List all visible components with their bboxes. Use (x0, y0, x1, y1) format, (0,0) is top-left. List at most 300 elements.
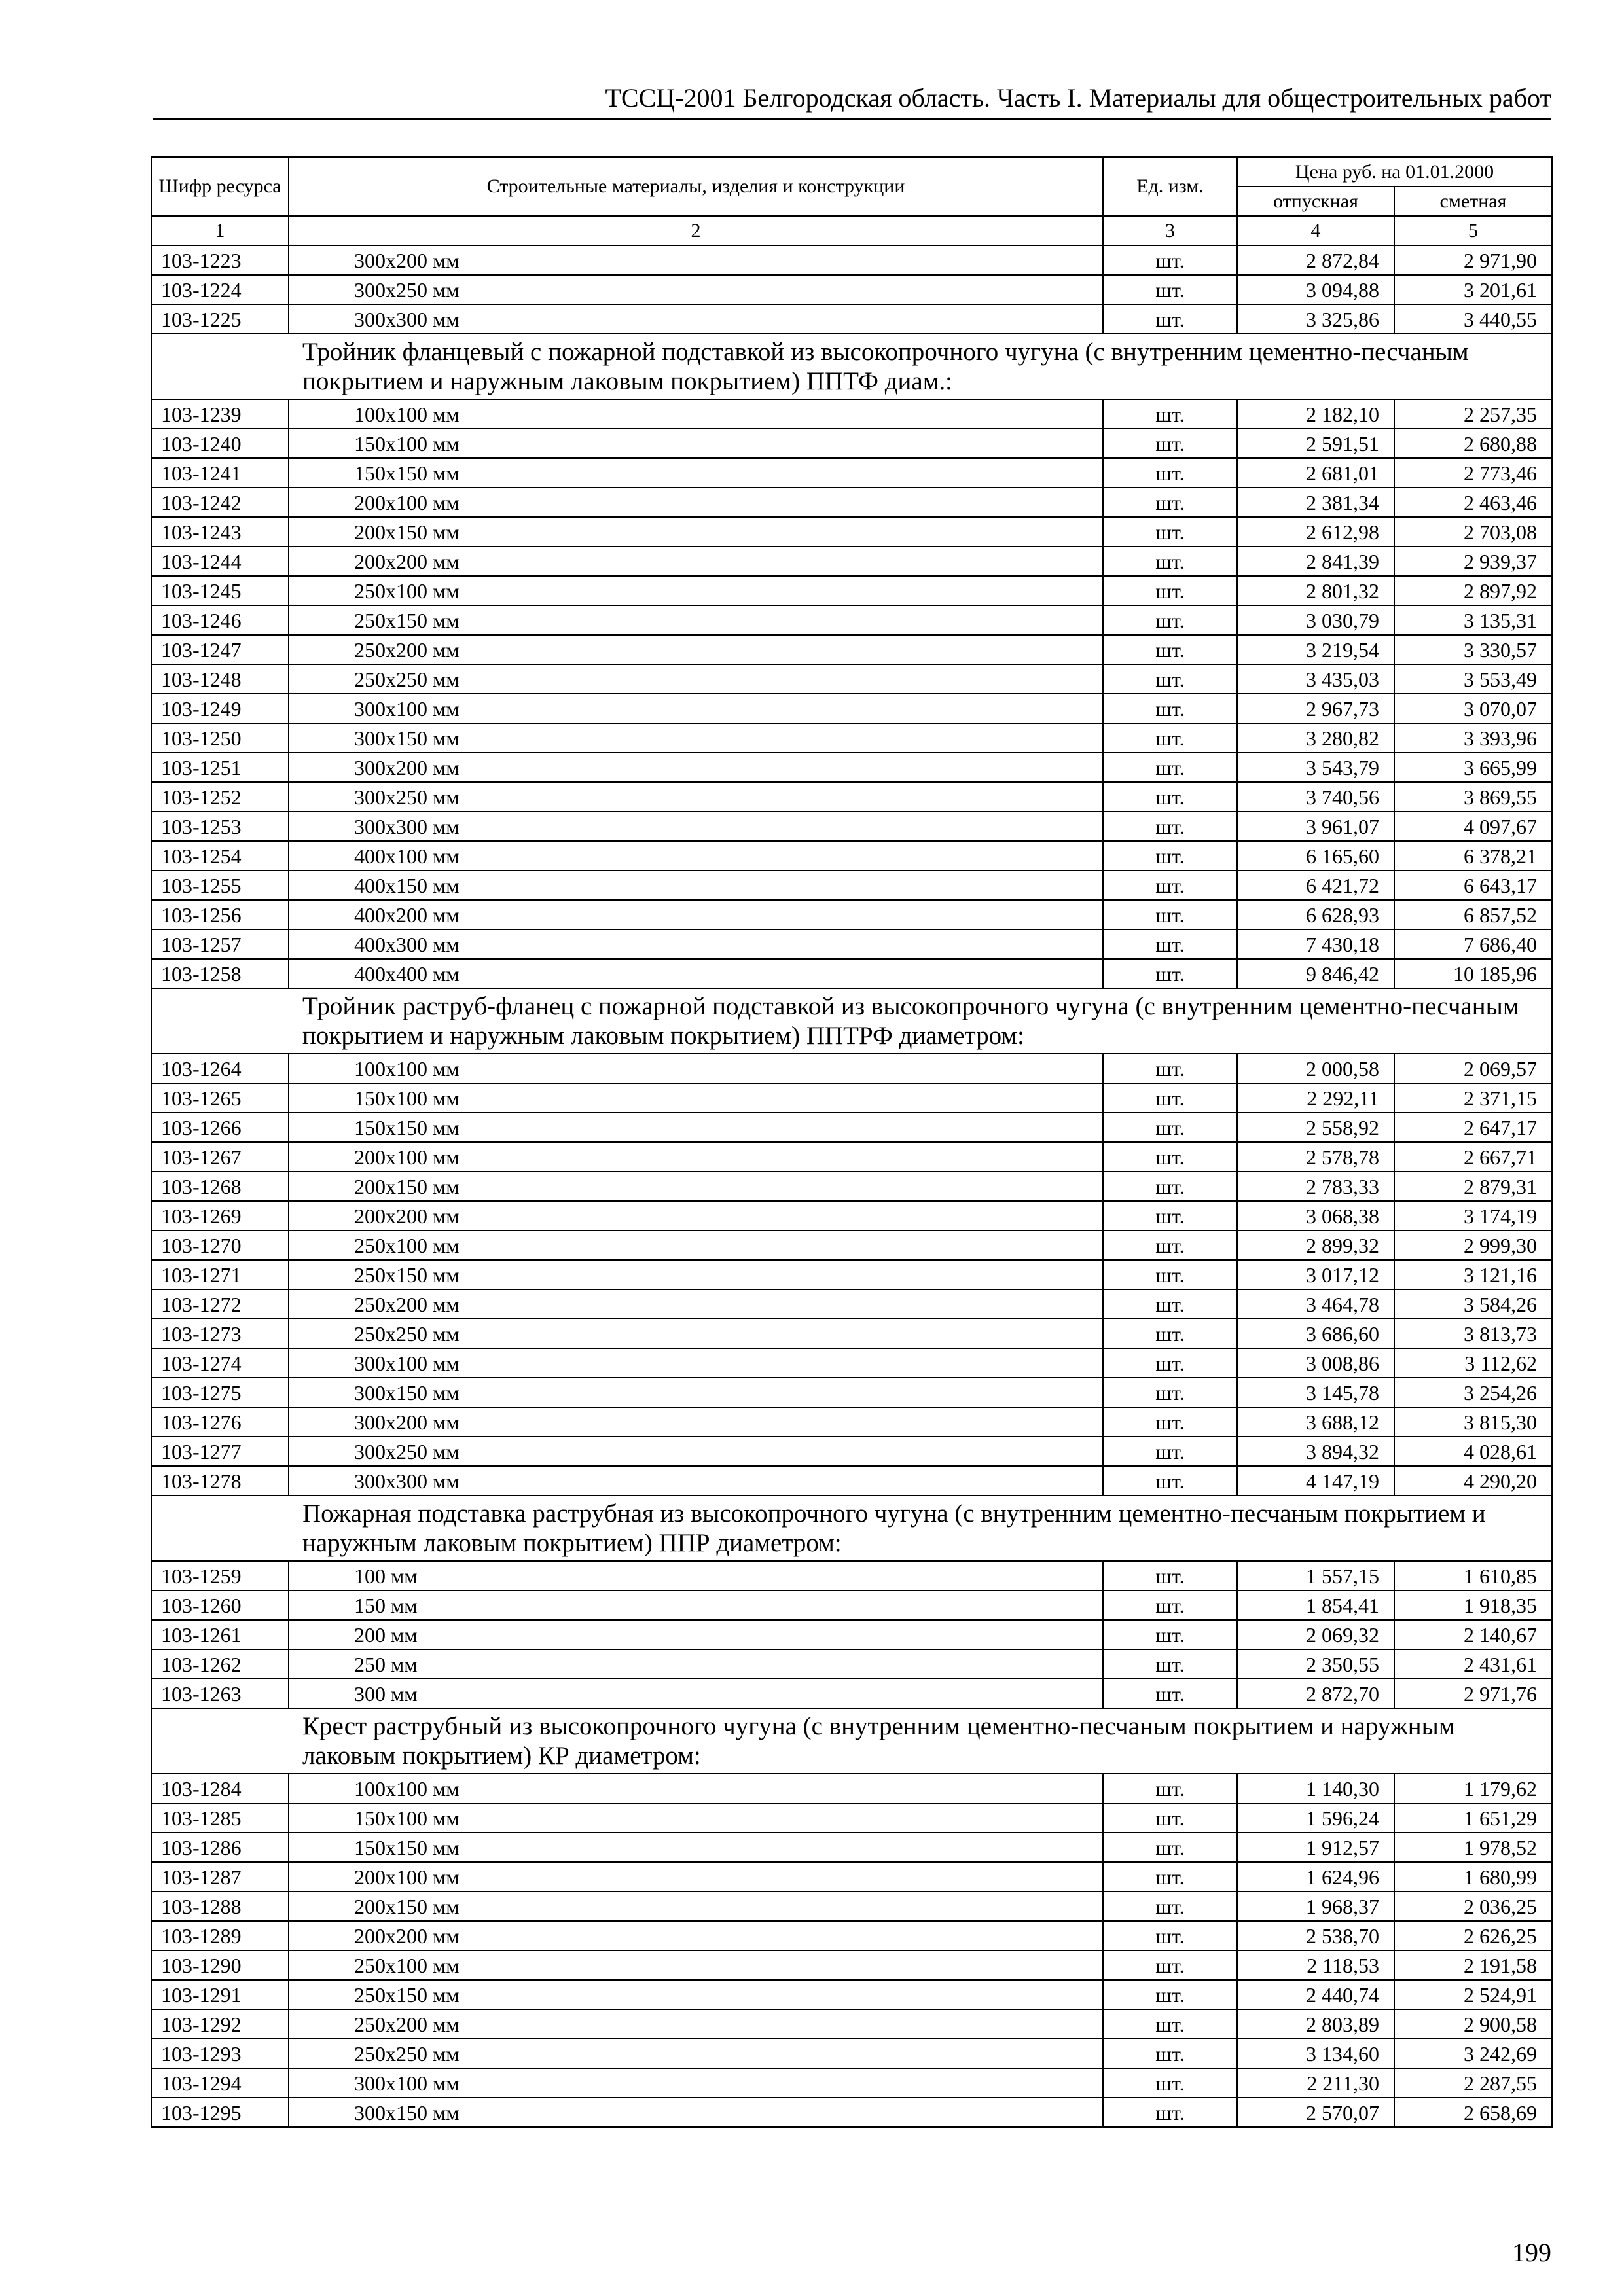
resource-code: 103-1262 (151, 1649, 289, 1679)
material-name: 250х150 мм (289, 1980, 1103, 2009)
unit: шт. (1103, 399, 1237, 429)
material-name: 250х250 мм (289, 1319, 1103, 1348)
section-title: Тройник раструб-фланец с пожарной подставкой из высокопрочного чугуна (с внутренним цементно-песчаным покрытием и наружным лаковым покрытием) ППТРФ диаметром: (151, 988, 1552, 1054)
unit: шт. (1103, 664, 1237, 694)
table-row (151, 1201, 1552, 1230)
material-name: 100х100 мм (289, 399, 1103, 429)
section-row (151, 334, 1552, 399)
resource-code: 103-1291 (151, 1980, 289, 2009)
unit: шт. (1103, 1054, 1237, 1083)
unit: шт. (1103, 1649, 1237, 1679)
material-name: 250х200 мм (289, 1289, 1103, 1319)
material-name: 150х100 мм (289, 429, 1103, 458)
estimate-price: 3 813,73 (1394, 1319, 1552, 1348)
resource-code: 103-1284 (151, 1774, 289, 1803)
material-name: 200х100 мм (289, 1142, 1103, 1172)
resource-code: 103-1268 (151, 1172, 289, 1201)
unit: шт. (1103, 2039, 1237, 2068)
unit: шт. (1103, 782, 1237, 812)
resource-code: 103-1252 (151, 782, 289, 812)
unit: шт. (1103, 1201, 1237, 1230)
table-row (151, 304, 1552, 334)
release-price: 3 219,54 (1237, 635, 1394, 664)
estimate-price: 2 524,91 (1394, 1980, 1552, 2009)
table-row (151, 1833, 1552, 1862)
release-price: 1 854,41 (1237, 1590, 1394, 1620)
estimate-price: 3 869,55 (1394, 782, 1552, 812)
release-price: 2 803,89 (1237, 2009, 1394, 2039)
release-price: 3 094,88 (1237, 275, 1394, 304)
estimate-price: 3 201,61 (1394, 275, 1552, 304)
material-name: 250х100 мм (289, 576, 1103, 605)
release-price: 9 846,42 (1237, 959, 1394, 988)
section-row (151, 1708, 1552, 1774)
table-row (151, 547, 1552, 576)
estimate-price: 2 257,35 (1394, 399, 1552, 429)
table-row (151, 1950, 1552, 1980)
unit: шт. (1103, 1892, 1237, 1921)
resource-code: 103-1245 (151, 576, 289, 605)
material-name: 200х200 мм (289, 1201, 1103, 1230)
estimate-price: 3 330,57 (1394, 635, 1552, 664)
material-name: 150х100 мм (289, 1083, 1103, 1113)
unit: шт. (1103, 1407, 1237, 1437)
estimate-price: 2 667,71 (1394, 1142, 1552, 1172)
unit: шт. (1103, 1319, 1237, 1348)
resource-code: 103-1251 (151, 753, 289, 782)
material-name: 400х400 мм (289, 959, 1103, 988)
unit: шт. (1103, 1113, 1237, 1142)
release-price: 2 118,53 (1237, 1950, 1394, 1980)
release-price: 2 558,92 (1237, 1113, 1394, 1142)
release-price: 3 688,12 (1237, 1407, 1394, 1437)
table-row (151, 1437, 1552, 1466)
unit: шт. (1103, 1679, 1237, 1708)
table-row (151, 959, 1552, 988)
estimate-price: 10 185,96 (1394, 959, 1552, 988)
table-row (151, 488, 1552, 517)
col-number-2: 2 (289, 216, 1103, 245)
release-price: 3 435,03 (1237, 664, 1394, 694)
col-number-1: 1 (151, 216, 289, 245)
unit: шт. (1103, 723, 1237, 753)
resource-code: 103-1259 (151, 1561, 289, 1590)
col-header-name: Строительные материалы, изделия и конструкции (289, 157, 1103, 216)
release-price: 2 292,11 (1237, 1083, 1394, 1113)
estimate-price: 6 378,21 (1394, 841, 1552, 870)
unit: шт. (1103, 1950, 1237, 1980)
release-price: 2 381,34 (1237, 488, 1394, 517)
unit: шт. (1103, 2098, 1237, 2127)
table-row (151, 1289, 1552, 1319)
unit: шт. (1103, 2068, 1237, 2098)
resource-code: 103-1265 (151, 1083, 289, 1113)
estimate-price: 1 651,29 (1394, 1803, 1552, 1833)
release-price: 3 894,32 (1237, 1437, 1394, 1466)
estimate-price: 2 036,25 (1394, 1892, 1552, 1921)
release-price: 2 440,74 (1237, 1980, 1394, 2009)
table-row (151, 2068, 1552, 2098)
resource-code: 103-1224 (151, 275, 289, 304)
release-price: 3 686,60 (1237, 1319, 1394, 1348)
material-name: 200х150 мм (289, 1172, 1103, 1201)
unit: шт. (1103, 245, 1237, 275)
resource-code: 103-1247 (151, 635, 289, 664)
unit: шт. (1103, 1833, 1237, 1862)
table-row (151, 576, 1552, 605)
table-row (151, 1378, 1552, 1407)
material-name: 300х100 мм (289, 1348, 1103, 1378)
release-price: 2 872,70 (1237, 1679, 1394, 1708)
page-number: 199 (1512, 2238, 1551, 2267)
table-row (151, 1054, 1552, 1083)
table-row (151, 1083, 1552, 1113)
release-price: 2 783,33 (1237, 1172, 1394, 1201)
unit: шт. (1103, 929, 1237, 959)
material-name: 300х200 мм (289, 753, 1103, 782)
unit: шт. (1103, 1561, 1237, 1590)
unit: шт. (1103, 458, 1237, 488)
resource-code: 103-1293 (151, 2039, 289, 2068)
material-name: 200х100 мм (289, 488, 1103, 517)
estimate-price: 2 371,15 (1394, 1083, 1552, 1113)
unit: шт. (1103, 488, 1237, 517)
table-row (151, 517, 1552, 547)
estimate-price: 4 290,20 (1394, 1466, 1552, 1496)
release-price: 2 841,39 (1237, 547, 1394, 576)
release-price: 3 280,82 (1237, 723, 1394, 753)
section-title: Тройник фланцевый с пожарной подставкой из высокопрочного чугуна (с внутренним цементно-песчаным покрытием и наружным лаковым покрытием) ППТФ диам.: (151, 334, 1552, 399)
estimate-price: 2 287,55 (1394, 2068, 1552, 2098)
material-name: 250х200 мм (289, 2009, 1103, 2039)
resource-code: 103-1249 (151, 694, 289, 723)
material-name: 300х150 мм (289, 2098, 1103, 2127)
resource-code: 103-1250 (151, 723, 289, 753)
release-price: 2 591,51 (1237, 429, 1394, 458)
material-name: 150х150 мм (289, 458, 1103, 488)
unit: шт. (1103, 605, 1237, 635)
resource-code: 103-1267 (151, 1142, 289, 1172)
table-row (151, 782, 1552, 812)
material-name: 250х250 мм (289, 664, 1103, 694)
estimate-price: 6 643,17 (1394, 870, 1552, 900)
unit: шт. (1103, 1774, 1237, 1803)
release-price: 2 801,32 (1237, 576, 1394, 605)
unit: шт. (1103, 694, 1237, 723)
unit: шт. (1103, 841, 1237, 870)
table-row (151, 723, 1552, 753)
release-price: 3 325,86 (1237, 304, 1394, 334)
resource-code: 103-1274 (151, 1348, 289, 1378)
unit: шт. (1103, 2009, 1237, 2039)
release-price: 1 912,57 (1237, 1833, 1394, 1862)
release-price: 2 182,10 (1237, 399, 1394, 429)
resource-code: 103-1269 (151, 1201, 289, 1230)
resource-code: 103-1272 (151, 1289, 289, 1319)
table-row (151, 399, 1552, 429)
resource-code: 103-1288 (151, 1892, 289, 1921)
unit: шт. (1103, 1142, 1237, 1172)
col-header-price-group: Цена руб. на 01.01.2000 (1237, 157, 1552, 187)
unit: шт. (1103, 304, 1237, 334)
release-price: 3 464,78 (1237, 1289, 1394, 1319)
estimate-price: 2 879,31 (1394, 1172, 1552, 1201)
resource-code: 103-1263 (151, 1679, 289, 1708)
table-row (151, 1620, 1552, 1649)
section-title: Пожарная подставка раструбная из высокопрочного чугуна (с внутренним цементно-песчаным покрытием и наружным лаковым покрытием) ППР диаметром: (151, 1496, 1552, 1561)
table-row (151, 1142, 1552, 1172)
estimate-price: 1 680,99 (1394, 1862, 1552, 1892)
unit: шт. (1103, 900, 1237, 929)
col-number-4: 4 (1237, 216, 1394, 245)
unit: шт. (1103, 576, 1237, 605)
unit: шт. (1103, 429, 1237, 458)
unit: шт. (1103, 1620, 1237, 1649)
material-name: 300х300 мм (289, 1466, 1103, 1496)
material-name: 250х150 мм (289, 605, 1103, 635)
table-row (151, 812, 1552, 841)
unit: шт. (1103, 275, 1237, 304)
unit: шт. (1103, 1083, 1237, 1113)
unit: шт. (1103, 1348, 1237, 1378)
material-name: 200 мм (289, 1620, 1103, 1649)
release-price: 2 612,98 (1237, 517, 1394, 547)
material-name: 250х150 мм (289, 1260, 1103, 1289)
table-row (151, 1260, 1552, 1289)
unit: шт. (1103, 1230, 1237, 1260)
estimate-price: 3 135,31 (1394, 605, 1552, 635)
release-price: 1 140,30 (1237, 1774, 1394, 1803)
resource-code: 103-1289 (151, 1921, 289, 1950)
material-name: 100 мм (289, 1561, 1103, 1590)
table-row (151, 458, 1552, 488)
section-row (151, 1496, 1552, 1561)
material-name: 200х200 мм (289, 547, 1103, 576)
release-price: 2 069,32 (1237, 1620, 1394, 1649)
col-header-estimate: сметная (1394, 187, 1552, 216)
unit: шт. (1103, 959, 1237, 988)
resource-code: 103-1271 (151, 1260, 289, 1289)
release-price: 3 543,79 (1237, 753, 1394, 782)
estimate-price: 3 070,07 (1394, 694, 1552, 723)
col-header-unit: Ед. изм. (1103, 157, 1237, 216)
release-price: 3 961,07 (1237, 812, 1394, 841)
estimate-price: 1 610,85 (1394, 1561, 1552, 1590)
material-name: 250 мм (289, 1649, 1103, 1679)
release-price: 3 134,60 (1237, 2039, 1394, 2068)
unit: шт. (1103, 1260, 1237, 1289)
material-name: 300х300 мм (289, 812, 1103, 841)
table-row (151, 635, 1552, 664)
table-row (151, 1561, 1552, 1590)
resource-code: 103-1285 (151, 1803, 289, 1833)
price-table-body (151, 245, 1552, 2127)
estimate-price: 2 999,30 (1394, 1230, 1552, 1260)
release-price: 2 350,55 (1237, 1649, 1394, 1679)
table-row (151, 1862, 1552, 1892)
material-name: 250х250 мм (289, 2039, 1103, 2068)
col-header-release: отпускная (1237, 187, 1394, 216)
estimate-price: 2 971,90 (1394, 245, 1552, 275)
unit: шт. (1103, 1803, 1237, 1833)
material-name: 150х150 мм (289, 1113, 1103, 1142)
table-row (151, 929, 1552, 959)
resource-code: 103-1273 (151, 1319, 289, 1348)
release-price: 3 068,38 (1237, 1201, 1394, 1230)
table-row (151, 664, 1552, 694)
table-row (151, 753, 1552, 782)
estimate-price: 2 658,69 (1394, 2098, 1552, 2127)
material-name: 300х100 мм (289, 694, 1103, 723)
material-name: 400х100 мм (289, 841, 1103, 870)
unit: шт. (1103, 1378, 1237, 1407)
material-name: 300х250 мм (289, 782, 1103, 812)
resource-code: 103-1244 (151, 547, 289, 576)
unit: шт. (1103, 753, 1237, 782)
table-row (151, 245, 1552, 275)
material-name: 300 мм (289, 1679, 1103, 1708)
estimate-price: 2 431,61 (1394, 1649, 1552, 1679)
table-row (151, 1892, 1552, 1921)
material-name: 100х100 мм (289, 1774, 1103, 1803)
resource-code: 103-1290 (151, 1950, 289, 1980)
unit: шт. (1103, 1172, 1237, 1201)
unit: шт. (1103, 1862, 1237, 1892)
resource-code: 103-1261 (151, 1620, 289, 1649)
estimate-price: 3 553,49 (1394, 664, 1552, 694)
release-price: 2 000,58 (1237, 1054, 1394, 1083)
estimate-price: 3 121,16 (1394, 1260, 1552, 1289)
table-row (151, 1774, 1552, 1803)
resource-code: 103-1286 (151, 1833, 289, 1862)
unit: шт. (1103, 1921, 1237, 1950)
estimate-price: 3 665,99 (1394, 753, 1552, 782)
resource-code: 103-1258 (151, 959, 289, 988)
table-row (151, 1679, 1552, 1708)
estimate-price: 2 191,58 (1394, 1950, 1552, 1980)
release-price: 3 145,78 (1237, 1378, 1394, 1407)
section-row (151, 988, 1552, 1054)
estimate-price: 2 069,57 (1394, 1054, 1552, 1083)
estimate-price: 2 939,37 (1394, 547, 1552, 576)
table-row (151, 2009, 1552, 2039)
resource-code: 103-1253 (151, 812, 289, 841)
table-row (151, 1230, 1552, 1260)
resource-code: 103-1275 (151, 1378, 289, 1407)
release-price: 3 008,86 (1237, 1348, 1394, 1378)
estimate-price: 2 773,46 (1394, 458, 1552, 488)
material-name: 200х150 мм (289, 517, 1103, 547)
release-price: 2 681,01 (1237, 458, 1394, 488)
estimate-price: 3 440,55 (1394, 304, 1552, 334)
resource-code: 103-1276 (151, 1407, 289, 1437)
estimate-price: 4 028,61 (1394, 1437, 1552, 1466)
resource-code: 103-1223 (151, 245, 289, 275)
material-name: 400х200 мм (289, 900, 1103, 929)
release-price: 2 872,84 (1237, 245, 1394, 275)
resource-code: 103-1266 (151, 1113, 289, 1142)
estimate-price: 1 918,35 (1394, 1590, 1552, 1620)
material-name: 200х150 мм (289, 1892, 1103, 1921)
unit: шт. (1103, 812, 1237, 841)
resource-code: 103-1270 (151, 1230, 289, 1260)
material-name: 250х200 мм (289, 635, 1103, 664)
material-name: 250х100 мм (289, 1950, 1103, 1980)
unit: шт. (1103, 1590, 1237, 1620)
table-row (151, 2039, 1552, 2068)
release-price: 1 624,96 (1237, 1862, 1394, 1892)
estimate-price: 3 242,69 (1394, 2039, 1552, 2068)
material-name: 400х150 мм (289, 870, 1103, 900)
table-row (151, 1590, 1552, 1620)
material-name: 200х100 мм (289, 1862, 1103, 1892)
table-row (151, 870, 1552, 900)
resource-code: 103-1287 (151, 1862, 289, 1892)
resource-code: 103-1264 (151, 1054, 289, 1083)
material-name: 150х100 мм (289, 1803, 1103, 1833)
estimate-price: 2 703,08 (1394, 517, 1552, 547)
resource-code: 103-1246 (151, 605, 289, 635)
resource-code: 103-1239 (151, 399, 289, 429)
estimate-price: 6 857,52 (1394, 900, 1552, 929)
estimate-price: 2 680,88 (1394, 429, 1552, 458)
col-number-5: 5 (1394, 216, 1552, 245)
estimate-price: 2 900,58 (1394, 2009, 1552, 2039)
unit: шт. (1103, 1437, 1237, 1466)
table-row (151, 841, 1552, 870)
resource-code: 103-1256 (151, 900, 289, 929)
resource-code: 103-1257 (151, 929, 289, 959)
table-row (151, 1319, 1552, 1348)
release-price: 2 899,32 (1237, 1230, 1394, 1260)
unit: шт. (1103, 1980, 1237, 2009)
resource-code: 103-1277 (151, 1437, 289, 1466)
release-price: 7 430,18 (1237, 929, 1394, 959)
material-name: 300х200 мм (289, 1407, 1103, 1437)
table-row (151, 1649, 1552, 1679)
unit: шт. (1103, 547, 1237, 576)
estimate-price: 3 254,26 (1394, 1378, 1552, 1407)
resource-code: 103-1225 (151, 304, 289, 334)
estimate-price: 1 179,62 (1394, 1774, 1552, 1803)
table-row (151, 1348, 1552, 1378)
material-name: 300х100 мм (289, 2068, 1103, 2098)
table-row (151, 1921, 1552, 1950)
estimate-price: 2 897,92 (1394, 576, 1552, 605)
table-row (151, 1407, 1552, 1437)
resource-code: 103-1292 (151, 2009, 289, 2039)
release-price: 2 211,30 (1237, 2068, 1394, 2098)
release-price: 3 017,12 (1237, 1260, 1394, 1289)
table-row (151, 1803, 1552, 1833)
resource-code: 103-1241 (151, 458, 289, 488)
material-name: 400х300 мм (289, 929, 1103, 959)
unit: шт. (1103, 870, 1237, 900)
material-name: 300х150 мм (289, 723, 1103, 753)
table-row (151, 1466, 1552, 1496)
release-price: 2 538,70 (1237, 1921, 1394, 1950)
unit: шт. (1103, 1289, 1237, 1319)
release-price: 1 596,24 (1237, 1803, 1394, 1833)
resource-code: 103-1242 (151, 488, 289, 517)
resource-code: 103-1278 (151, 1466, 289, 1496)
release-price: 2 578,78 (1237, 1142, 1394, 1172)
material-name: 300х250 мм (289, 1437, 1103, 1466)
material-name: 300х150 мм (289, 1378, 1103, 1407)
release-price: 2 570,07 (1237, 2098, 1394, 2127)
estimate-price: 3 174,19 (1394, 1201, 1552, 1230)
unit: шт. (1103, 635, 1237, 664)
